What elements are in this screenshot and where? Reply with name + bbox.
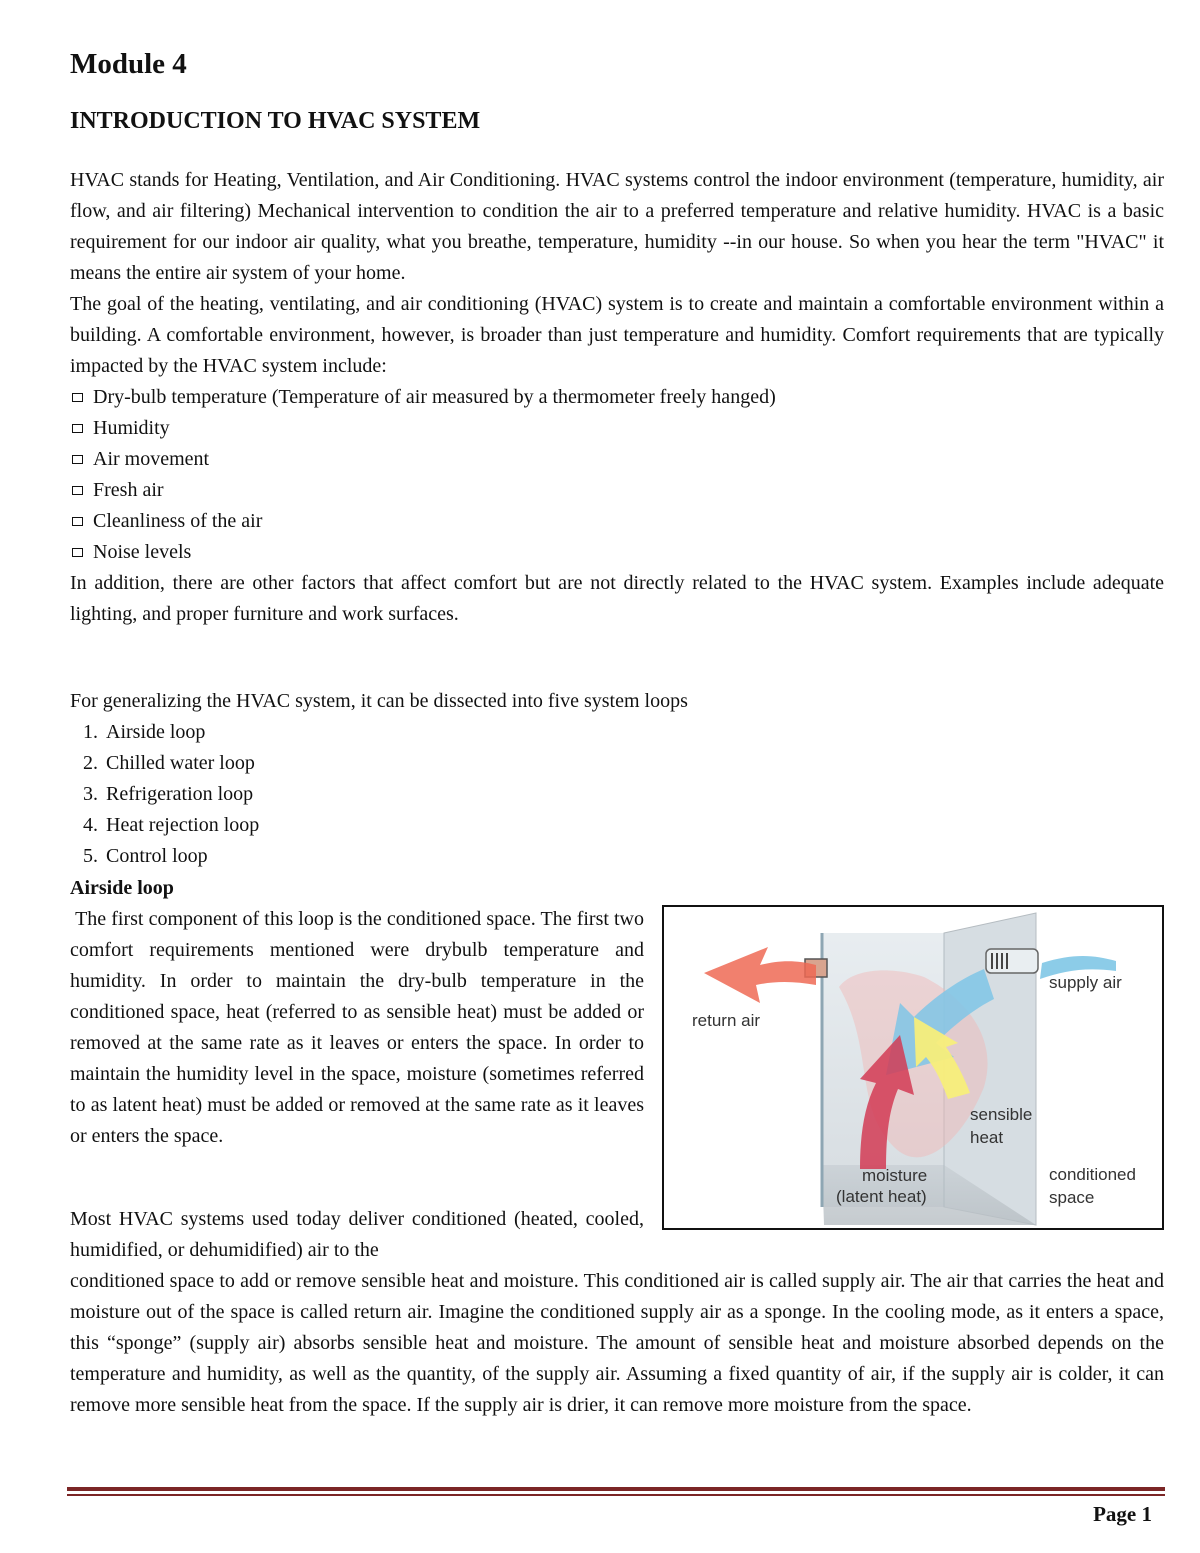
list-item: 1. Airside loop bbox=[83, 721, 206, 743]
list-item: 4. Heat rejection loop bbox=[83, 814, 260, 836]
checkbox-bullet-icon bbox=[72, 455, 83, 464]
return-air-label: return air bbox=[692, 1011, 761, 1030]
checkbox-bullet-icon bbox=[72, 548, 83, 557]
module-title: Module 4 bbox=[70, 48, 187, 80]
list-item: 3. Refrigeration loop bbox=[83, 783, 254, 805]
airside-paragraph-1: The first component of this loop is the conditioned space. The first two comfort requirements mentioned were drybulb temperature and humidity. In order to maintain the dry-bulb temperature in the conditioned space, heat (referred to as sensible heat) must be added or removed at the same rate as it leaves or enters the space. In order to maintain the humidity level in the space, moisture (sometimes referred to as latent heat) must be added or removed at the same rate as it leaves or enters the space. bbox=[70, 908, 649, 1147]
checkbox-bullet-icon bbox=[72, 517, 83, 526]
sensible-heat-label-2: heat bbox=[970, 1128, 1004, 1147]
section-title: INTRODUCTION TO HVAC SYSTEM bbox=[70, 108, 481, 134]
list-item: Cleanliness of the air bbox=[70, 506, 1164, 537]
list-item: 2. Chilled water loop bbox=[83, 752, 255, 774]
airside-paragraph-2-continued: conditioned space to add or remove sensible heat and moisture. This conditioned air is called supply air. The air that carries the heat and moisture out of the space is called return air. Imagine the conditioned supply air as a sponge. In the cooling mode, as it enters a space, this “sponge” (supply air) absorbs sensible heat and moisture. The amount of sensible heat and moisture absorbed depends on the temperature and humidity, as well as the quantity, of the supply air. Assuming a fixed quantity of air, if the supply air is colder, it can remove more sensible heat from the space. If the supply air is drier, it can remove more moisture from the space. bbox=[70, 1270, 1164, 1416]
system-loops-list bbox=[70, 717, 1164, 872]
checkbox-bullet-icon bbox=[72, 486, 83, 495]
supply-diffuser bbox=[986, 949, 1038, 973]
intro-paragraph-1: HVAC stands for Heating, Ventilation, and Air Conditioning. HVAC systems control the indoor environment (temperature, humidity, air flow, and air filtering) Mechanical intervention to condition the air to a preferred temperature and relative humidity. HVAC is a basic requirement for our indoor air quality, what you breathe, temperature, humidity --in our house. So when you hear the term "HVAC" it means the entire air system of your home. bbox=[70, 169, 1164, 284]
return-air-arrow bbox=[704, 947, 816, 1003]
airside-paragraph-2: Most HVAC systems used today deliver conditioned (heated, cooled, humidified, or dehumidified) air to the bbox=[70, 1208, 644, 1261]
page-number: Page 1 bbox=[1093, 1502, 1152, 1526]
intro-paragraph-3: In addition, there are other factors that affect comfort but are not directly related to the HVAC system. Examples include adequate lighting, and proper furniture and work surfaces. bbox=[70, 572, 1164, 625]
loops-intro-text: For generalizing the HVAC system, it can be dissected into five system loops bbox=[70, 690, 688, 712]
list-item: Noise levels bbox=[70, 537, 1164, 568]
list-item: Dry-bulb temperature (Temperature of air measured by a thermometer freely hanged) bbox=[70, 382, 1164, 413]
list-item: Air movement bbox=[70, 444, 1164, 475]
moisture-label-1: moisture bbox=[862, 1166, 928, 1185]
footer-rule-thin bbox=[67, 1494, 1165, 1496]
loops-section bbox=[70, 686, 1164, 872]
list-item: Humidity bbox=[70, 413, 1164, 444]
checkbox-bullet-icon bbox=[72, 424, 83, 433]
sensible-heat-label-1: sensible bbox=[970, 1105, 1033, 1124]
conditioned-space-label-2: space bbox=[1049, 1188, 1095, 1207]
list-item: Fresh air bbox=[70, 475, 1164, 506]
comfort-requirements-list bbox=[70, 382, 1164, 568]
airside-heading: Airside loop bbox=[70, 877, 174, 899]
intro-section bbox=[70, 165, 1164, 630]
intro-paragraph-2: The goal of the heating, ventilating, and air conditioning (HVAC) system is to create and maintain a comfortable environment within a building. A comfortable environment, however, is broader than just temperature and humidity. Comfort requirements that are typically impacted by the HVAC system include: bbox=[70, 293, 1164, 377]
list-item: 5. Control loop bbox=[83, 845, 208, 867]
conditioned-space-diagram bbox=[664, 907, 1162, 1228]
checkbox-bullet-icon bbox=[72, 393, 83, 402]
conditioned-space-label-1: conditioned bbox=[1049, 1165, 1136, 1184]
moisture-label-2: (latent heat) bbox=[836, 1187, 927, 1206]
supply-air-label: supply air bbox=[1049, 973, 1122, 992]
footer-rule bbox=[67, 1487, 1165, 1491]
conditioned-space-figure bbox=[662, 905, 1164, 1230]
